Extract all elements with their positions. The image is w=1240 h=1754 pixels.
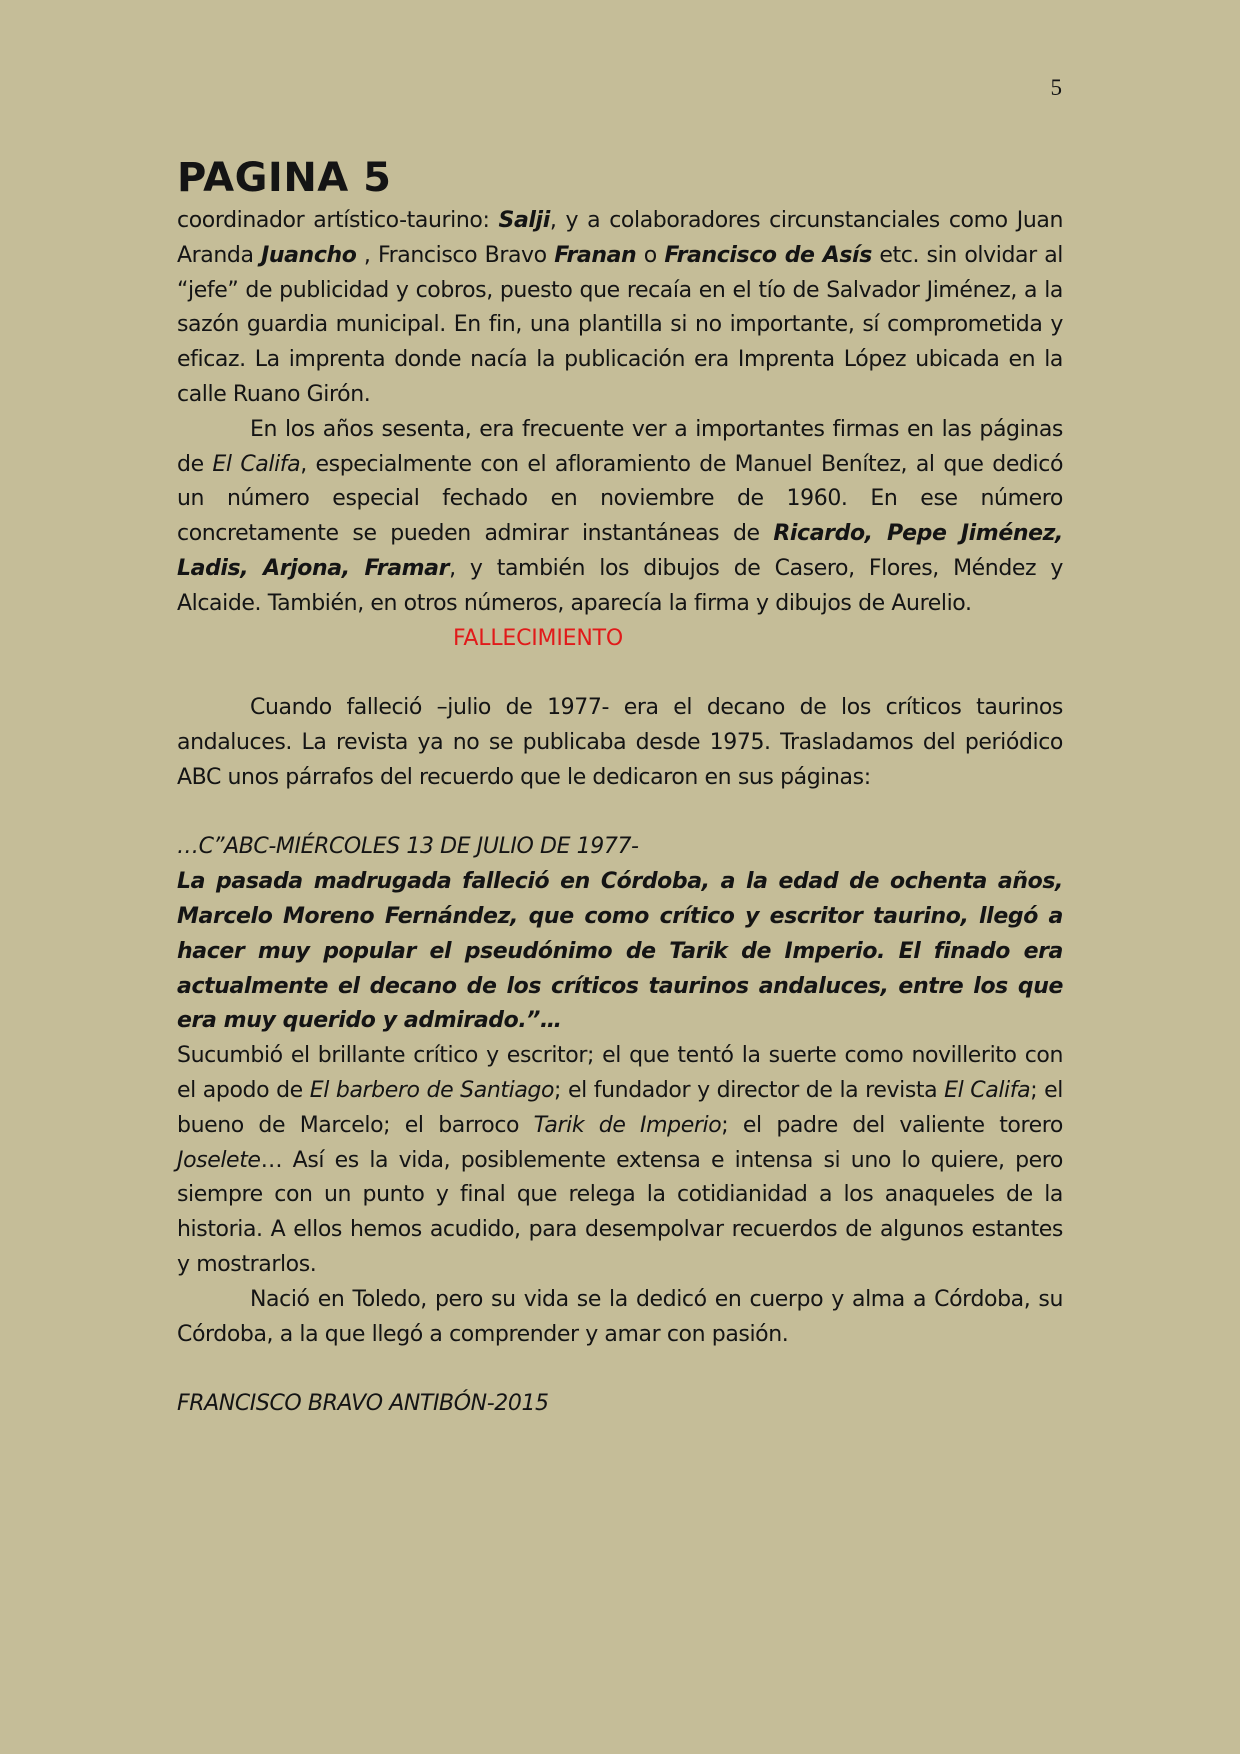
text-span: o — [636, 242, 665, 268]
text-span: , Francisco Bravo — [356, 242, 555, 268]
paragraph-staff — [177, 204, 1063, 413]
author-signature: FRANCISCO BRAVO ANTIBÓN-2015 — [177, 1391, 549, 1417]
paragraph-toledo: Nació en Toledo, pero su vida se la dedicó en cuerpo y alma a Córdoba, su Córdoba, a la que llegó a comprender y amar con pasión. — [177, 1286, 1063, 1347]
paragraph-death: Cuando falleció –julio de 1977- era el decano de los críticos taurinos andaluces. La revista ya no se publicaba desde 1975. Trasladamos del periódico ABC unos párrafos del recuerdo que le dedicaron en sus páginas: — [177, 695, 1063, 790]
document-body — [177, 152, 1063, 1422]
text-span: ; el fundador y director de la revista — [554, 1077, 945, 1103]
emphasis-franan: Franan — [554, 242, 637, 268]
page-number: 5 — [1050, 75, 1062, 100]
emphasis-joselete: Joselete — [177, 1147, 261, 1173]
quote-body: La pasada madrugada falleció en Córdoba, a la edad de ochenta años, Marcelo Moreno Fernández, que como crítico y escritor taurino, llegó a hacer muy popular el pseudónimo de Tarik de Imperio. El finado era actualmente el decano de los críticos taurinos andaluces, entre los que era muy querido y admirado.”… — [177, 869, 1063, 1034]
text-span: … Así es la vida, posiblemente extensa e intensa si uno lo quiere, pero siempre con un punto y final que relega la cotidianidad a los anaqueles de la historia. A ellos hemos acudido, para desempolvar recuerdos de algunos estantes y mostrarlos. — [177, 1147, 1063, 1277]
paragraph-tribute — [177, 1039, 1063, 1283]
emphasis-tarik: Tarik de Imperio — [533, 1112, 722, 1138]
paragraph-sixties — [177, 413, 1063, 622]
emphasis-juancho: Juancho — [261, 242, 357, 268]
text-span: Sucumbió el brillante crítico y escritor; el que tentó la suerte como novillerito con el apodo de — [177, 1043, 1063, 1103]
text-span: , y también los dibujos de Casero, Flores, Méndez y Alcaide. También, en otros números, aparecía la firma y dibujos de Aurelio. — [177, 555, 1064, 616]
emphasis-francisco-de-asis: Francisco de Asís — [664, 242, 872, 268]
emphasis-photographers: Ricardo, Pepe Jiménez, Ladis, Arjona, Framar — [177, 521, 1064, 581]
text-span: coordinador artístico-taurino: — [177, 208, 499, 233]
blank-line — [177, 796, 1063, 831]
text-span: En los años sesenta, era frecuente ver a importantes firmas en las páginas de — [177, 416, 1063, 477]
quote-header: …C”ABC-MIÉRCOLES 13 DE JULIO DE 1977- — [177, 834, 639, 860]
text-span: ; el bueno de Marcelo; el barroco — [177, 1077, 1064, 1138]
section-heading-fallecimiento: FALLECIMIENTO — [453, 625, 623, 651]
emphasis-salji: Salji — [498, 208, 550, 233]
text-span: ; el padre del valiente torero — [721, 1112, 1063, 1138]
text-span: , y a colaboradores circunstanciales como Juan Aranda — [177, 208, 1063, 268]
page-title: PAGINA 5 — [177, 155, 392, 201]
blank-line — [177, 656, 1063, 691]
emphasis-el-califa: El Califa — [944, 1077, 1031, 1103]
text-span: , especialmente con el afloramiento de Manuel Benítez, al que dedicó un número especial fechado en noviembre de 1960. En ese número concretamente se pueden admirar instantáneas de — [177, 451, 1063, 547]
blank-line — [177, 1352, 1063, 1387]
emphasis-barbero: El barbero de Santiago — [309, 1077, 555, 1103]
text-span: etc. sin olvidar al “jefe” de publicidad y cobros, puesto que recaía en el tío de Salvador Jiménez, a la sazón guardia municipal. En fin, una plantilla si no importante, sí comprometida y eficaz. La imprenta donde nacía la publicación era Imprenta López ubicada en la calle Ruano Girón. — [177, 242, 1064, 407]
emphasis-el-califa: El Califa — [212, 451, 301, 477]
